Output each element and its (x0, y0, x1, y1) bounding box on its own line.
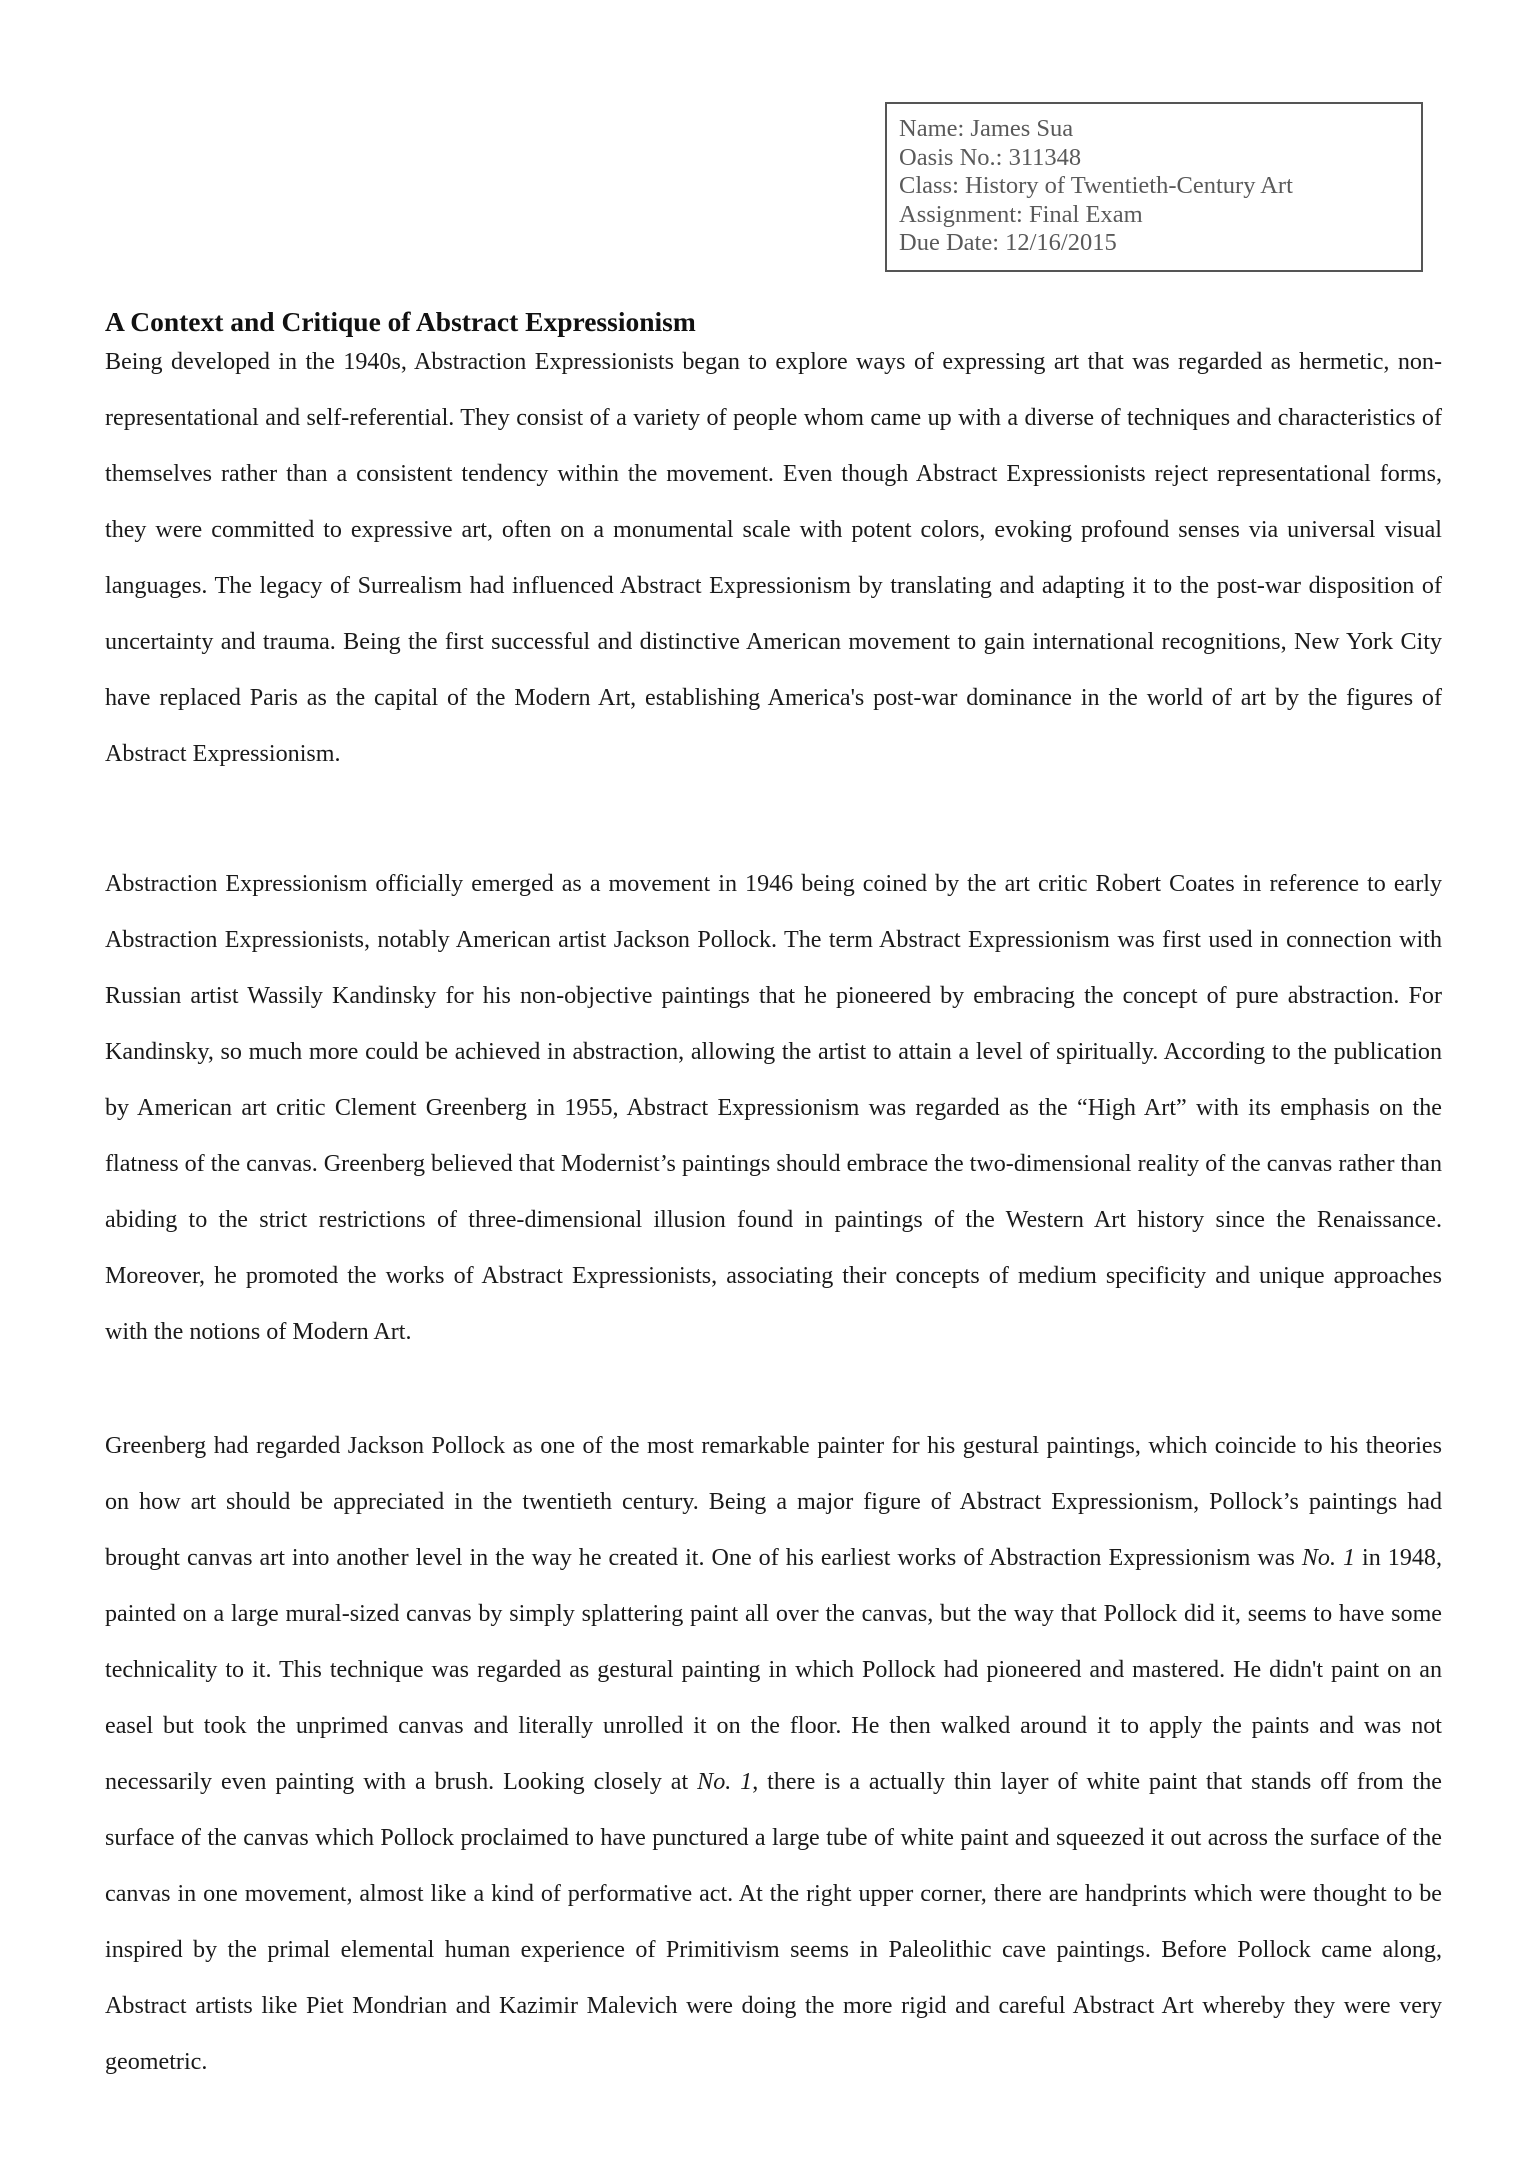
paragraph-3-text (105, 1418, 1442, 2090)
assignment-name: Assignment: Final Exam (899, 200, 1143, 228)
student-name: Name: James Sua (899, 115, 1074, 142)
paragraph-2-text: Abstraction Expressionism officially emerged as a movement in 1946 being coined by the art critic Robert Coates in reference to early Abstraction Expressionists, notably American artist Jackson Pollock. The term Abstract Expressionism was first used in connection with Russian artist Wassily Kandinsky for his non-objective paintings that he pioneered by embracing the concept of pure abstraction. For Kandinsky, so much more could be achieved in abstraction, allowing the artist to attain a level of spiritually. According to the publication by American art critic Clement Greenberg in 1955, Abstract Expressionism was regarded as the “High Art” with its emphasis on the flatness of the canvas. Greenberg believed that Modernist’s paintings should embrace the two-dimensional reality of the canvas rather than abiding to the strict restrictions of three-dimensional illusion found in paintings of the Western Art history since the Renaissance. Moreover, he promoted the works of Abstract Expressionists, associating their concepts of medium specificity and unique approaches with the notions of Modern Art. (105, 871, 1443, 1345)
artwork-title-no-1-second: No. 1 (697, 1769, 753, 1795)
paragraph-3-part-2: in 1948, painted on a large mural-sized canvas by simply splattering paint all over the canvas, but the way that Pollock did it, seems to have some technicality to it. This technique was regarded as gestural painting in which Pollock had pioneered and mastered. He didn't paint on an easel but took the unprimed canvas and literally unrolled it on the floor. He then walked around it to apply the paints and was not necessarily even painting with a brush. Looking closely at (105, 1545, 1443, 1795)
document-title: A Context and Critique of Abstract Expressionism (105, 306, 696, 337)
artwork-title-no-1: No. 1 (1301, 1545, 1356, 1571)
due-date: Due Date: 12/16/2015 (899, 229, 1117, 256)
paragraph-3 (105, 1418, 1442, 2090)
class-name: Class: History of Twentieth-Century Art (899, 172, 1293, 199)
paragraph-2 (105, 856, 1442, 1360)
oasis-number: Oasis No.: 311348 (899, 143, 1082, 171)
paragraph-3-part-1: Greenberg had regarded Jackson Pollock as one of the most remarkable painter for his gestural paintings, which coincide to his theories on how art should be appreciated in the twentieth century. Being a major figure of Abstract Expressionism, Pollock’s paintings had brought canvas art into another level in the way he created it. One of his earliest works of Abstraction Expressionism was (105, 1433, 1442, 1571)
paragraph-1-text: Being developed in the 1940s, Abstraction Expressionists began to explore ways of expressing art that was regarded as hermetic, non-representational and self-referential. They consist of a variety of people whom came up with a diverse of techniques and characteristics of themselves rather than a consistent tendency within the movement. Even though Abstract Expressionists reject representational forms, they were committed to expressive art, often on a monumental scale with potent colors, evoking profound senses via universal visual languages. The legacy of Surrealism had influenced Abstract Expressionism by translating and adapting it to the post-war disposition of uncertainty and trauma. Being the first successful and distinctive American movement to gain international recognitions, New York City have replaced Paris as the capital of the Modern Art, establishing America's post-war dominance in the world of art by the figures of Abstract Expressionism. (105, 349, 1442, 767)
paragraph-3-part-3: , there is a actually thin layer of white paint that stands off from the surface of the canvas which Pollock proclaimed to have punctured a large tube of white paint and squeezed it out across the surface of the canvas in one movement, almost like a kind of performative act. At the right upper corner, there are handprints which were thought to be inspired by the primal elemental human experience of Primitivism seems in Paleolithic cave paintings. Before Pollock came along, Abstract artists like Piet Mondrian and Kazimir Malevich were doing the more rigid and careful Abstract Art whereby they were very geometric. (105, 1769, 1442, 2075)
paragraph-1 (105, 324, 1442, 782)
student-info-box (885, 102, 1423, 272)
